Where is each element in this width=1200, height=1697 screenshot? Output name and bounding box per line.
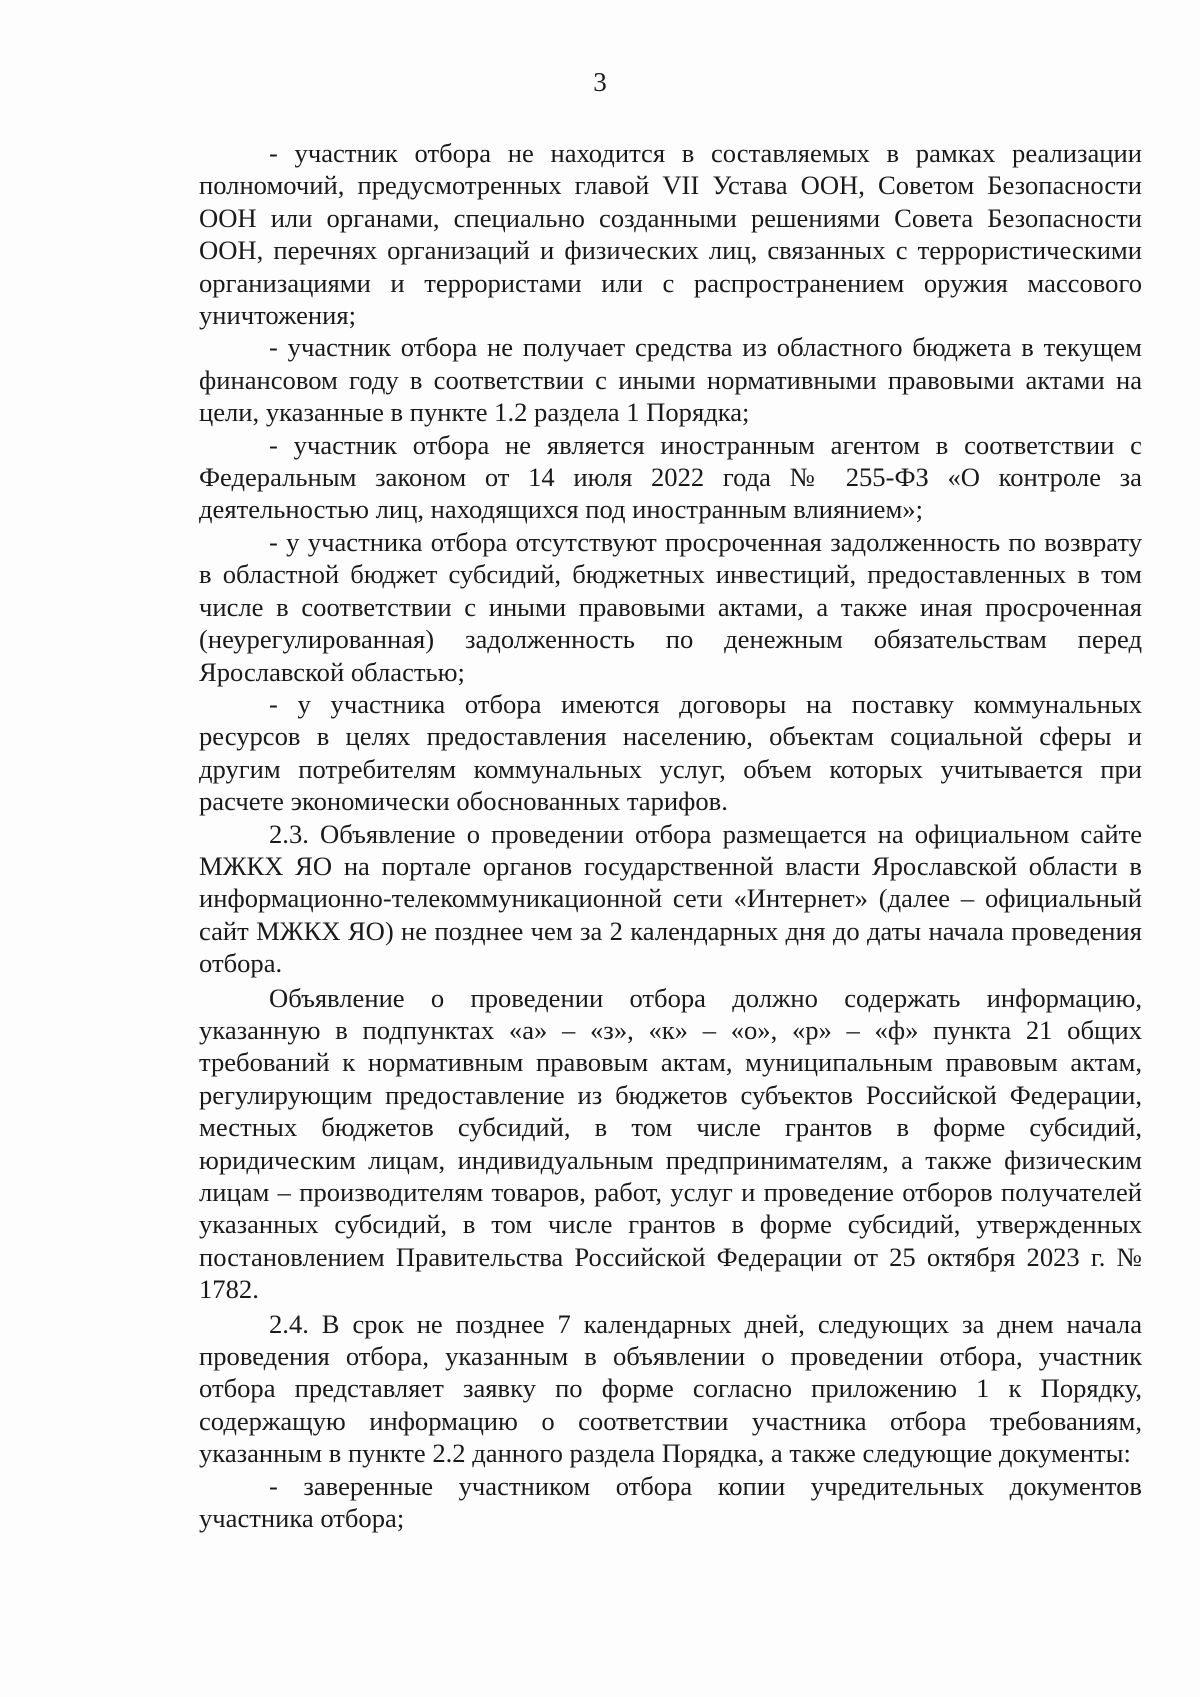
paragraph-2-4-application: 2.4. В срок не позднее 7 календарных дней, следующих за днем начала проведения отбора, указанным в объявлении о проведении отбора, участник отбора представляет заявку по форме согласно приложению 1 к Порядку, содержащую информацию о соответствии участника отбора требованиям, указанным в пункте 2.2 данного раздела Порядка, а также следующие документы: [199,1308,1142,1469]
paragraph-overdue-debt: - у участника отбора отсутствуют просроченная задолженность по возврату в областной бюджет субсидий, бюджетных инвестиций, предоставленных в том числе в соответствии с иными правовыми актами, а также иная просроченная (неурегулированная) задолженность по денежным обязательствам перед Ярославской областью; [199,526,1142,687]
paragraph-founding-documents: - заверенные участником отбора копии учредительных документов участника отбора; [199,1470,1142,1534]
document-body [199,137,1142,1534]
paragraph-utility-contracts: - у участника отбора имеются договоры на поставку коммунальных ресурсов в целях предоставления населению, объектам социальной сферы и другим потребителям коммунальных услуг, объем которых учитывается при расчете экономически обоснованных тарифов. [199,688,1142,817]
paragraph-2-3-announcement: 2.3. Объявление о проведении отбора размещается на официальном сайте МЖКХ ЯО на портале органов государственной власти Ярославской области в информационно-телекоммуникационной сети «Интернет» (далее – официальный сайт МЖКХ ЯО) не позднее чем за 2 календарных дня до даты начала проведения отбора. [199,818,1142,979]
paragraph-regional-budget-funds: - участник отбора не получает средства из областного бюджета в текущем финансовом году в соответствии с иными нормативными правовыми актами на цели, указанные в пункте 1.2 раздела 1 Порядка; [199,332,1142,428]
paragraph-un-sanctions: - участник отбора не находится в составляемых в рамках реализации полномочий, предусмотренных главой VII Устава ООН, Советом Безопасности ООН или органами, специально созданными решениями Совета Безопасности ООН, перечнях организаций и физических лиц, связанных с террористическими организациями и террористами или с распространением оружия массового уничтожения; [199,138,1142,331]
paragraph-announcement-content: Объявление о проведении отбора должно содержать информацию, указанную в подпунктах «а» – «з», «к» – «о», «р» – «ф» пункта 21 общих требований к нормативным правовым актам, муниципальным правовым актам, регулирующим предоставление из бюджетов субъектов Российской Федерации, местных бюджетов субсидий, в том числе грантов в форме субсидий, юридическим лицам, индивидуальным предпринимателям, а также физическим лицам – производителям товаров, работ, услуг и проведение отборов получателей указанных субсидий, в том числе грантов в форме субсидий, утвержденных постановлением Правительства Российской Федерации от 25 октября 2023 г. № 1782. [199,982,1142,1305]
paragraph-foreign-agent: - участник отбора не является иностранным агентом в соответствии с Федеральным законом от 14 июля 2022 года № 255-ФЗ «О контроле за деятельностью лиц, находящихся под иностранным влиянием»; [199,429,1142,525]
page-number: 3 [593,67,607,97]
